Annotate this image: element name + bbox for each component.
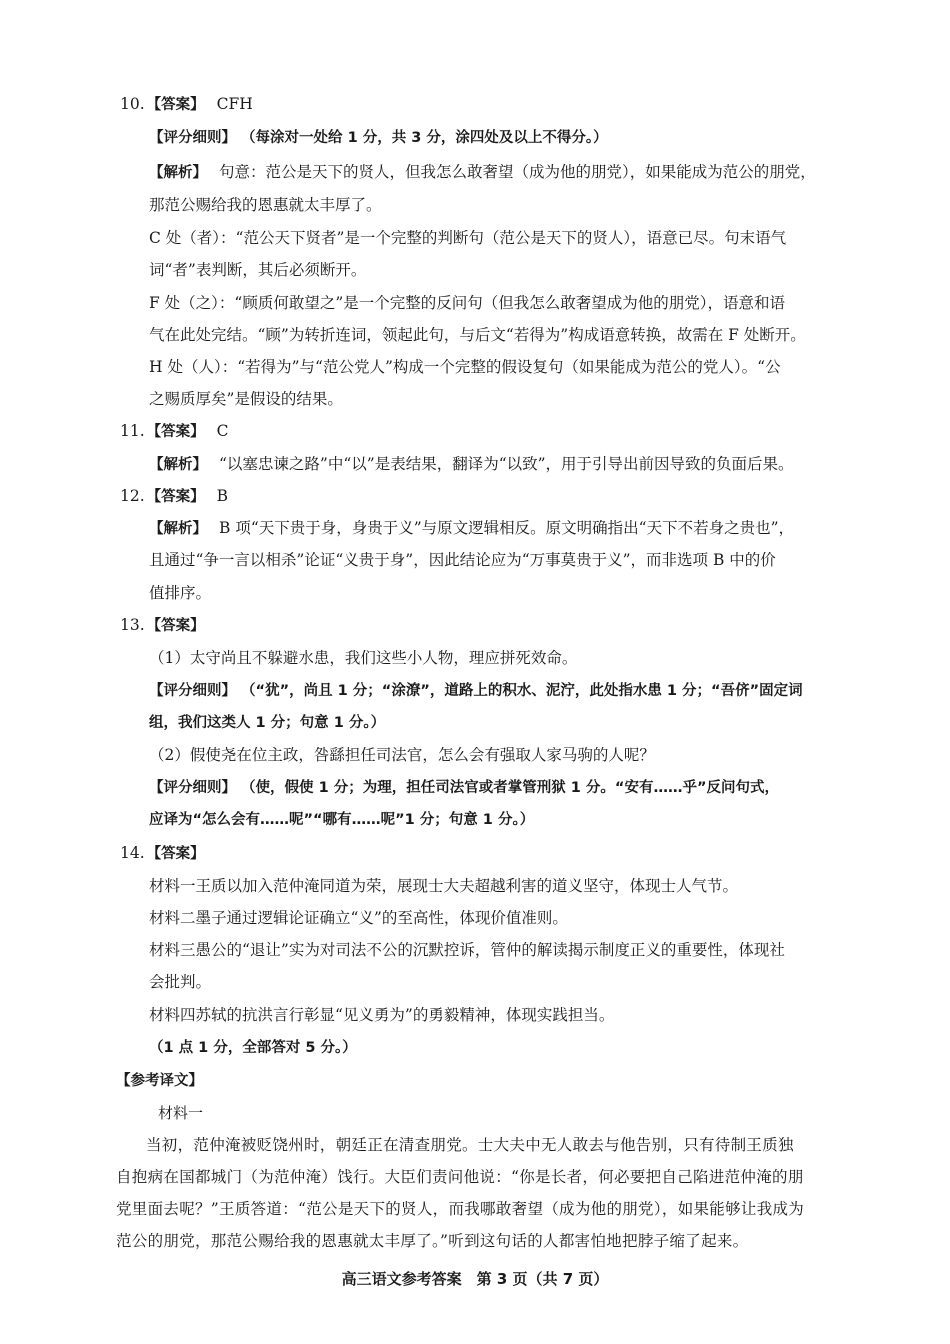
answer-value: C <box>216 422 229 440</box>
answer-tag: 【答案】 <box>146 846 205 862</box>
q14-material-4: 材料四苏轼的抗洪言行彰显“见义勇为”的勇毅精神，体现实践担当。 <box>149 1006 615 1024</box>
q10-analysis-line-3: C 处（者）：“范公天下贤者”是一个完整的判断句（范公是天下的贤人），语意已尽。句末语气 <box>149 229 787 247</box>
q13-criteria-1-line-2: 组，我们这类人 1 分；句意 1 分。） <box>149 715 386 731</box>
q10-analysis-line-6: 气在此处完结。“顾”为转折连词，领起此句，与后文“若得为”构成语意转换，故需在 F 处断开。 <box>149 326 806 344</box>
q13-answer-line <box>120 615 217 636</box>
page-footer: 高三语文参考答案 第 3 页（共 7 页） <box>341 1270 609 1288</box>
q14-material-3-line-1: 材料三愚公的“退让”实为对司法不公的沉默控诉，管仲的解读揭示制度正义的重要性，体现社 <box>149 941 785 959</box>
q14-answer-line <box>120 843 217 864</box>
analysis-tag: 【解析】 <box>149 457 207 473</box>
q13-criteria-1-line-1: 【评分细则】 （“犹”，尚且 1 分；“涂潦”，道路上的积水、泥泞，此处指水患 1 分；“吾侪”固定词 <box>149 683 803 699</box>
answer-tag: 【答案】 <box>146 489 205 505</box>
answer-value: CFH <box>216 95 253 113</box>
q13-sentence-1: （1）太守尚且不躲避水患，我们这些小人物，理应拼死效命。 <box>149 649 578 667</box>
q10-analysis-line-8: 之赐质厚矣”是假设的结果。 <box>149 390 343 408</box>
reference-text-line-4: 范公的朋党，那范公赐给我的恩惠就太丰厚了。”听到这句话的人都害怕地把脖子缩了起来。 <box>116 1232 749 1250</box>
q10-analysis-line-4: 词“者”表判断，其后必须断开。 <box>149 261 367 279</box>
q13-criteria-2-line-2: 应译为“怎么会有……呢”“哪有……呢”1 分；句意 1 分。） <box>149 812 535 828</box>
q12-analysis-line-1 <box>149 518 794 539</box>
answer-tag: 【答案】 <box>146 97 205 113</box>
q12-analysis-line-2: 且通过“争一言以相杀”论证“义贵于身”，因此结论应为“万事莫贵于义”，而非选项 B 中的价 <box>149 551 776 569</box>
q10-analysis-line-2: 那范公赐给我的恩惠就太丰厚了。 <box>149 196 382 214</box>
answer-tag: 【答案】 <box>146 618 205 634</box>
q11-analysis-line <box>149 454 794 475</box>
reference-text-line-3: 党里面去呢？”王质答道：“范公是天下的贤人，而我哪敢奢望（成为他的朋党），如果能够让我成为 <box>116 1200 805 1218</box>
q10-criteria: 【评分细则】 （每涂对一处给 1 分，共 3 分，涂四处及以上不得分。） <box>149 130 608 146</box>
question-number: 12. <box>120 487 145 505</box>
analysis-text: 句意：范公是天下的贤人，但我怎么敢奢望（成为他的朋党），如果能成为范公的朋党， <box>219 163 816 181</box>
question-number: 14. <box>120 844 145 862</box>
q12-answer-line <box>120 486 228 507</box>
q14-material-3-line-2: 会批判。 <box>149 973 212 991</box>
q14-material-1: 材料一王质以加入范仲淹同道为荣，展现士大夫超越利害的道义坚守，体现士人气节。 <box>149 877 739 895</box>
answer-tag: 【答案】 <box>146 424 205 440</box>
analysis-text: B 项“天下贵于身，身贵于义”与原文逻辑相反。原文明确指出“天下不若身之贵也”， <box>219 519 795 537</box>
q10-analysis-line-5: F 处（之）：“顾质何敢望之”是一个完整的反问句（但我怎么敢奢望成为他的朋党），语意和语 <box>149 294 786 312</box>
reference-title: 【参考译文】 <box>116 1073 203 1089</box>
reference-text-line-1: 当初，范仲淹被贬饶州时，朝廷正在清查朋党。士大夫中无人敢去与他告别，只有待制王质独 <box>146 1136 794 1154</box>
analysis-text: “以塞忠谏之路”中“以”是表结果，翻译为“以致”，用于引导出前因导致的负面后果。 <box>219 455 794 473</box>
question-number: 11. <box>120 422 145 440</box>
q13-criteria-2-line-1: 【评分细则】 （使，假使 1 分；为理，担任司法官或者掌管刑狱 1 分。“安有……乎”反问句式， <box>149 780 779 796</box>
q14-material-2: 材料二墨子通过逻辑论证确立“义”的至高性，体现价值准则。 <box>149 909 568 927</box>
question-number: 10. <box>120 95 145 113</box>
q10-analysis-line-7: H 处（人）：“若得为”与“范公党人”构成一个完整的假设复句（如果能成为范公的党人）。“公 <box>149 358 781 376</box>
question-number: 13. <box>120 616 145 634</box>
q13-sentence-2: （2）假使尧在位主政，咎繇担任司法官，怎么会有强取人家马驹的人呢？ <box>149 746 655 764</box>
q12-analysis-line-3: 值排序。 <box>149 584 212 602</box>
reference-text-line-2: 自抱病在国都城门（为范仲淹）饯行。大臣们责问他说：“你是长者，何必要把自己陷进范仲淹的朋 <box>116 1168 804 1186</box>
q10-analysis-line-1 <box>149 162 816 183</box>
q10-answer-line <box>120 94 253 115</box>
q14-score-note: （1 点 1 分，全部答对 5 分。） <box>149 1040 357 1056</box>
analysis-tag: 【解析】 <box>149 165 207 181</box>
analysis-tag: 【解析】 <box>149 521 207 537</box>
answer-value: B <box>216 487 229 505</box>
q11-answer-line <box>120 421 229 442</box>
reference-subtitle: 材料一 <box>158 1104 204 1122</box>
